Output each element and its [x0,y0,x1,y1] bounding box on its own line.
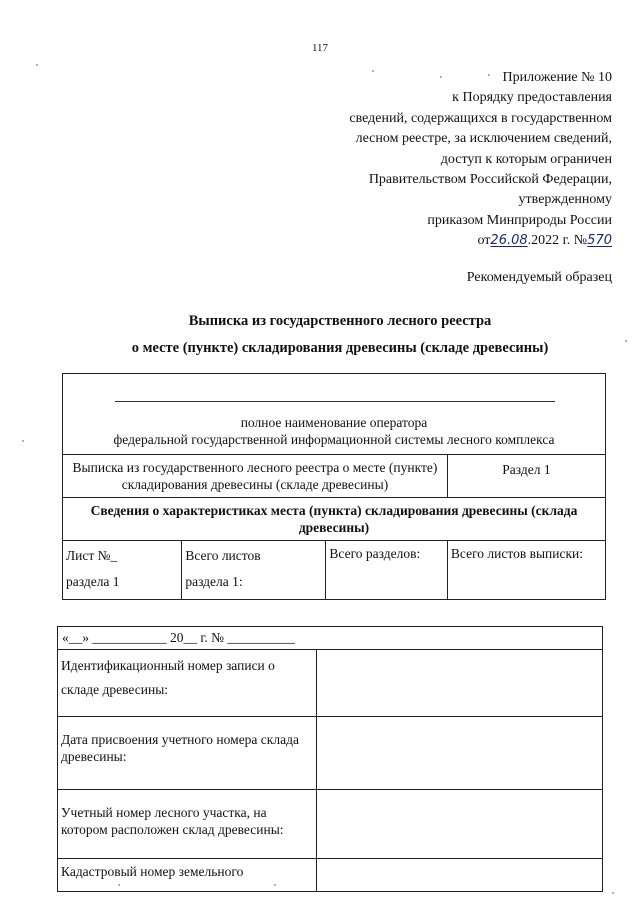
appendix-line: Правительством Российской Федерации, [368,172,612,188]
appendix-line: лесном реестре, за исключением сведений, [355,131,612,147]
appendix-line: утвержденному [518,192,612,208]
total-sections-cell: Всего разделов: [326,541,448,600]
document-title-line2: о месте (пункте) складирования древесины (складе древесины) [131,340,549,356]
appendix-line: сведений, содержащихся в государственном [349,110,612,126]
appendix-line: Приложение № 10 [502,70,612,85]
extract-title-cell: Выписка из государственного лесного реестра о месте (пункте) складирования древесины (складе древесины) [63,455,448,498]
section-label: Раздел 1 [447,455,605,498]
total-sheets-section: раздела 1: [185,574,243,589]
recommended-sample-label: Рекомендуемый образец [466,270,612,285]
date-prefix: от [477,233,491,249]
operator-caption-1: полное наименование оператора [240,415,428,430]
record-row-label: Учетный номер лесного участка, на котором расположен склад древесины: [58,790,317,859]
page-number: 117 [311,42,329,54]
record-date-line: «__» ___________ 20__ г. № __________ [58,627,603,650]
total-extract-sheets-cell: Всего листов выписки: [447,541,605,600]
info-heading: Сведения о характеристиках места (пункта) складирования древесины (склада древесины) [63,498,606,541]
sheet-number-label: Лист №_ [66,548,118,563]
operator-caption-2: федеральной государственной информационной системы лесного комплекса [113,432,555,447]
handwritten-date: 26.08 [490,233,528,249]
record-row-label: Кадастровый номер земельного [58,859,317,892]
date-suffix: .2022 г. № [527,233,588,249]
handwritten-number: 570 [587,233,612,249]
appendix-line: доступ к которым ограничен [440,151,612,167]
sheet-number-section: раздела 1 [66,574,120,589]
record-row-label: Идентификационный номер записи о складе древесины: [58,650,317,717]
total-sheets-label: Всего листов [185,548,261,563]
record-row-label: Дата присвоения учетного номера склада древесины: [58,717,317,790]
document-title-line1: Выписка из государственного лесного реестра [188,313,492,329]
appendix-line: приказом Минприроды России [427,212,612,228]
appendix-line: к Порядку предоставления [452,90,612,106]
